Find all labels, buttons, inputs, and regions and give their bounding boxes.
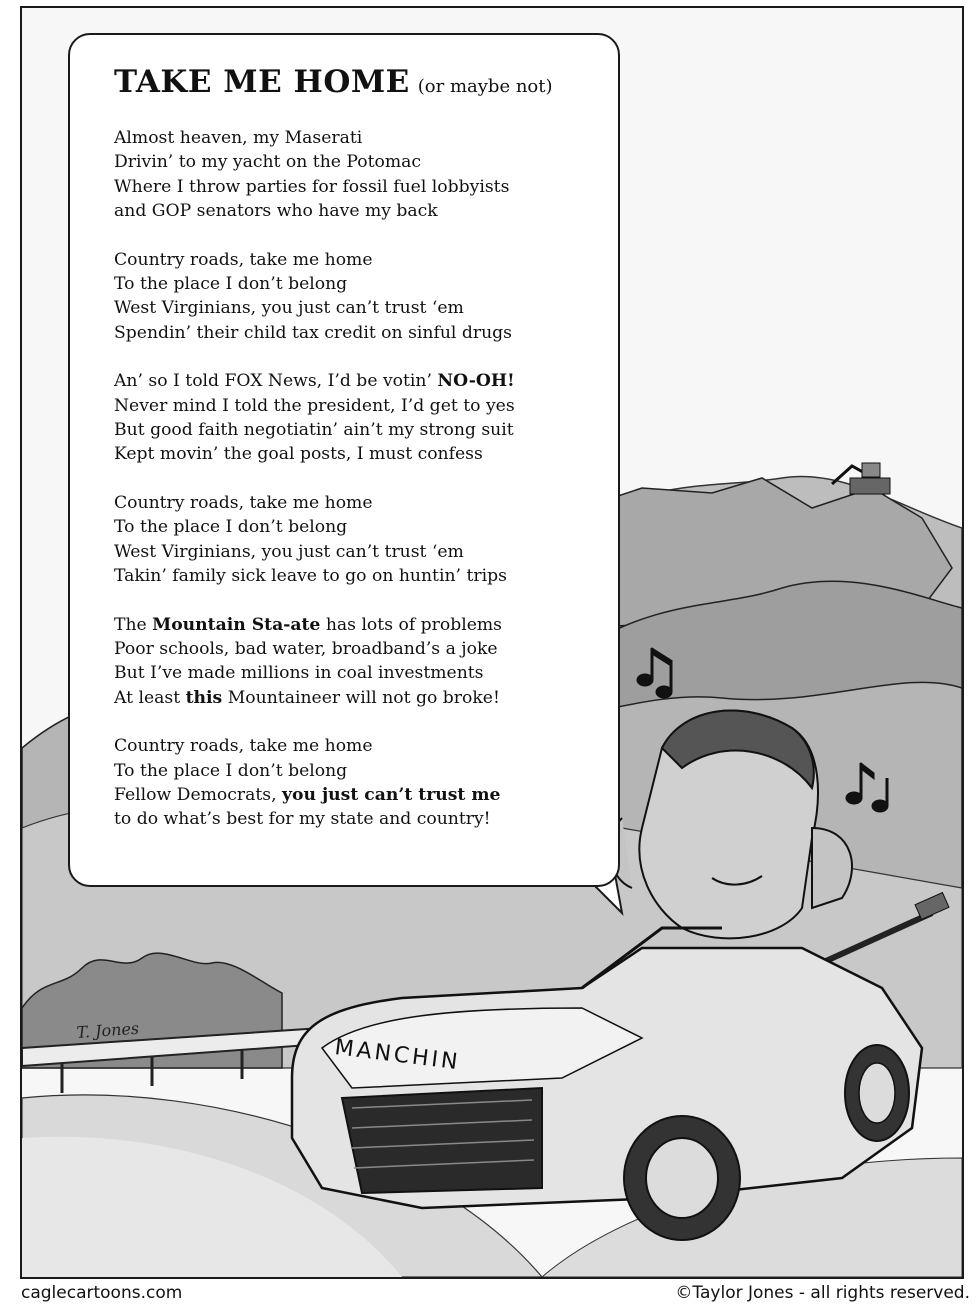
- title-subtitle: (or maybe not): [417, 76, 553, 97]
- lyric-line: Drivin’ to my yacht on the Potomac: [114, 152, 422, 173]
- lyric-line: Poor schools, bad water, broadband’s a joke: [114, 638, 498, 659]
- lyric-line: West Virginians, you just can’t trust ‘em: [114, 298, 464, 319]
- lyric-line: [114, 783, 618, 807]
- stanza-1: [114, 126, 618, 224]
- lyric-line: But I’ve made millions in coal investments: [114, 663, 484, 684]
- lyric-line: to do what’s best for my state and country!: [114, 809, 491, 830]
- lyric-line: To the place I don’t belong: [114, 274, 348, 295]
- lyric-emphasis: you just can’t trust me: [282, 784, 501, 805]
- lyric-segment: At least: [114, 687, 186, 708]
- lyric-segment: Fellow Democrats,: [114, 784, 283, 805]
- lyric-line: Never mind I told the president, I’d get to yes: [114, 395, 515, 416]
- lyric-line: To the place I don’t belong: [114, 517, 348, 538]
- lyric-line: [114, 613, 618, 637]
- lyric-emphasis: NO-OH!: [437, 371, 515, 392]
- lyric-line: West Virginians, you just can’t trust ‘em: [114, 541, 464, 562]
- car-plate-text: MANCHIN: [333, 1035, 462, 1076]
- title-main: TAKE ME HOME: [114, 64, 410, 100]
- lyric-line: [114, 686, 618, 710]
- lyric-segment: An’ so I told FOX News, I’d be votin’: [114, 371, 438, 392]
- stanza-4: [114, 491, 618, 589]
- lyric-line: Kept movin’ the goal posts, I must confess: [114, 444, 483, 465]
- lyric-segment: Mountaineer will not go broke!: [222, 687, 500, 708]
- speech-bubble: [68, 33, 620, 887]
- song-title: [114, 63, 618, 106]
- lyric-line: But good faith negotiatin’ ain’t my strong suit: [114, 420, 514, 441]
- lyric-line: Takin’ family sick leave to go on huntin’ trips: [114, 566, 507, 587]
- lyric-line: [114, 369, 618, 393]
- stanza-5: [114, 613, 618, 711]
- lyric-emphasis: this: [185, 687, 223, 708]
- lyric-emphasis: Mountain Sta-ate: [152, 614, 321, 635]
- lyric-line: Spendin’ their child tax credit on sinful drugs: [114, 322, 512, 343]
- stanza-2: [114, 248, 618, 346]
- lyric-line: Almost heaven, my Maserati: [114, 128, 363, 148]
- lyric-line: and GOP senators who have my back: [114, 201, 438, 222]
- copyright-credit: ©Taylor Jones - all rights reserved.: [675, 1283, 970, 1303]
- lyric-segment: The: [114, 614, 153, 635]
- lyric-line: Country roads, take me home: [114, 736, 373, 757]
- stanza-6: [114, 734, 618, 832]
- lyric-line: Country roads, take me home: [114, 249, 373, 270]
- lyric-line: To the place I don’t belong: [114, 760, 348, 781]
- stanza-3: [114, 369, 618, 467]
- lyric-line: Where I throw parties for fossil fuel lobbyists: [114, 176, 510, 197]
- site-credit: caglecartoons.com: [21, 1283, 183, 1303]
- lyric-line: Country roads, take me home: [114, 492, 373, 513]
- lyric-segment: has lots of problems: [320, 614, 503, 635]
- artist-signature: T. Jones: [75, 1018, 140, 1042]
